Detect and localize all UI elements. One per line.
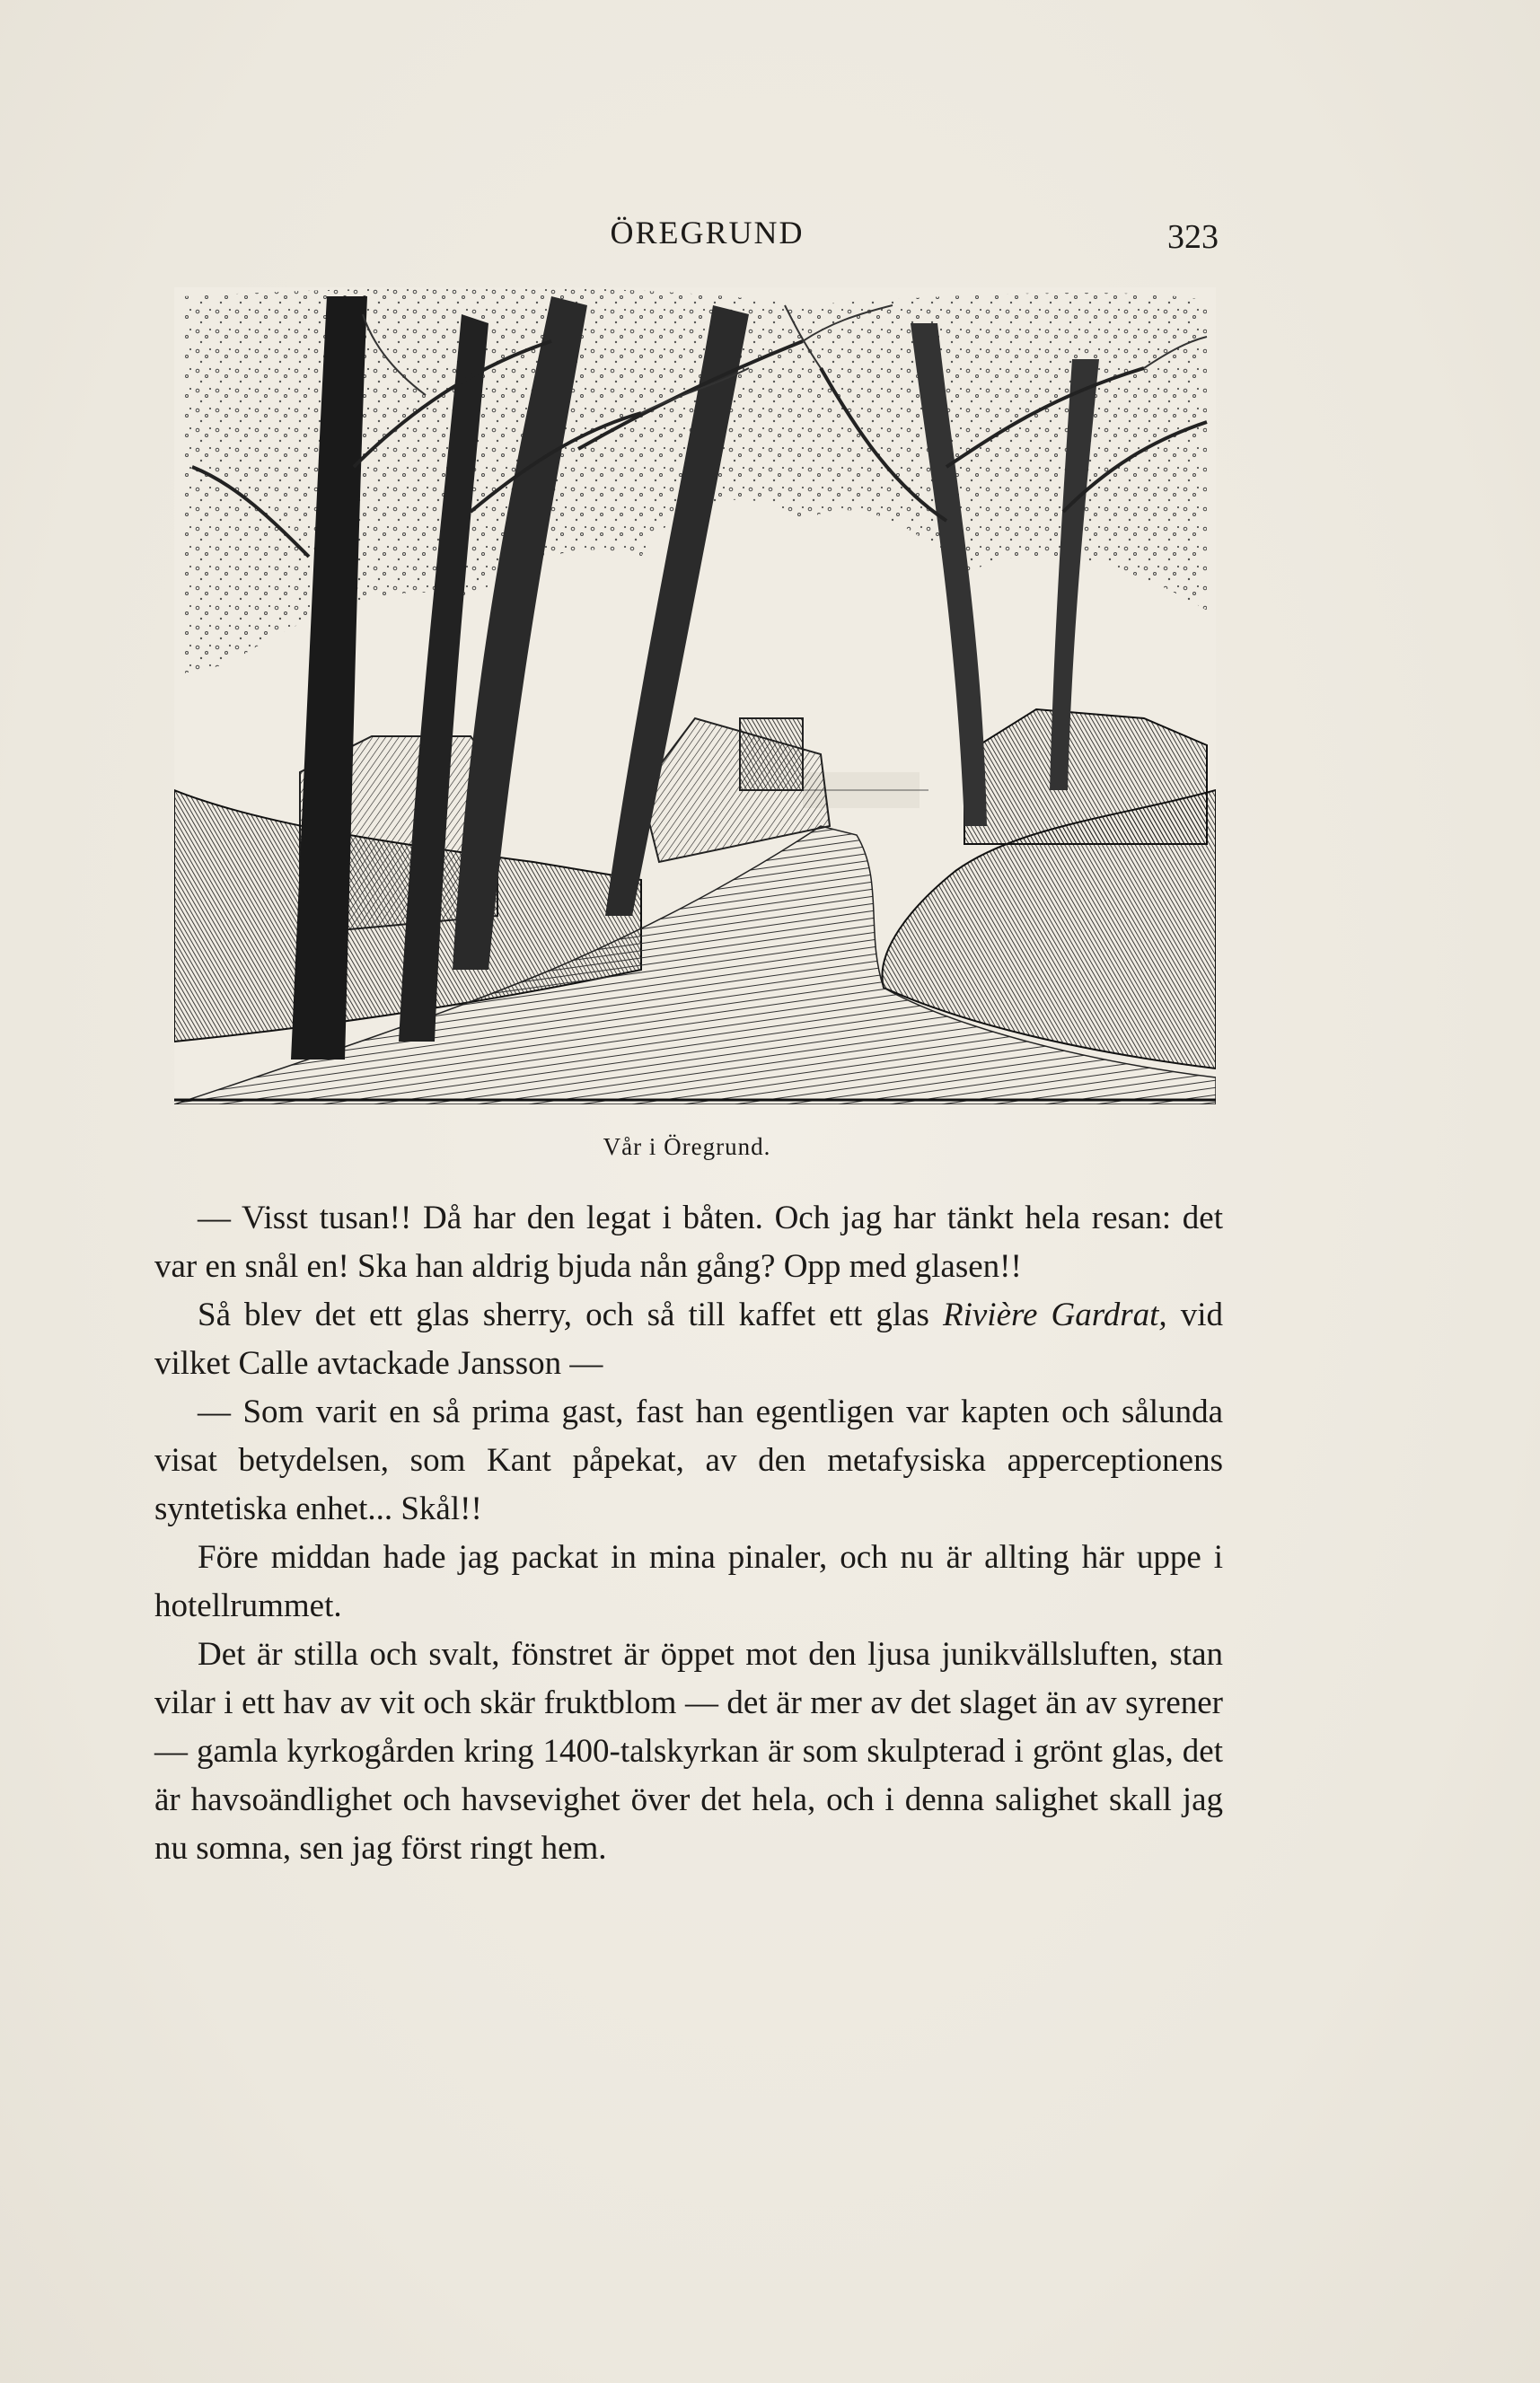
page-number: 323: [1167, 218, 1219, 256]
paragraph-3: — Som varit en så prima gast, fast han egentligen var kapten och sålunda visat betydelsen, som Kant påpekat, av den metafysiska apperceptionens syntetiska enhet... Skål!!: [154, 1394, 1223, 1527]
paragraph-2-start: Så blev det ett glas sherry, och så till kaffet ett glas: [198, 1297, 943, 1333]
running-head: [0, 214, 1540, 259]
illustration-vår-i-öregrund: [174, 287, 1216, 1104]
paragraph-4: Före middan hade jag packat in mina pinaler, och nu är allting här uppe i hotellrummet.: [154, 1539, 1223, 1624]
paragraph-2: [154, 1291, 1223, 1388]
pen-drawing-illustration: [174, 287, 1216, 1104]
paragraph-1: — Visst tusan!! Då har den legat i båten. Och jag har tänkt hela resan: det var en snål en! Ska han aldrig bjuda nån gång? Opp med glasen!!: [154, 1200, 1223, 1285]
body-text: [154, 1194, 1223, 1873]
paragraph-2-italic: Rivière Gardrat,: [942, 1297, 1167, 1333]
running-title: ÖREGRUND: [610, 215, 805, 251]
paragraph-5: Det är stilla och svalt, fönstret är öppet mot den ljusa junikvällsluften, stan vilar i ett hav av vit och skär fruktblom — det är mer av det slaget än av syrener — gamla kyrkogården kring 1400-talskyrkan är som skulpterad i grönt glas, det är havsoändlighet och havsevighet över det hela, och i denna salighet skall jag nu somna, sen jag först ringt hem.: [154, 1636, 1223, 1867]
figure-caption: Vår i Öregrund.: [603, 1133, 771, 1160]
paragraph-2-end: vid vilket Calle avtackade Jansson —: [154, 1297, 1224, 1382]
